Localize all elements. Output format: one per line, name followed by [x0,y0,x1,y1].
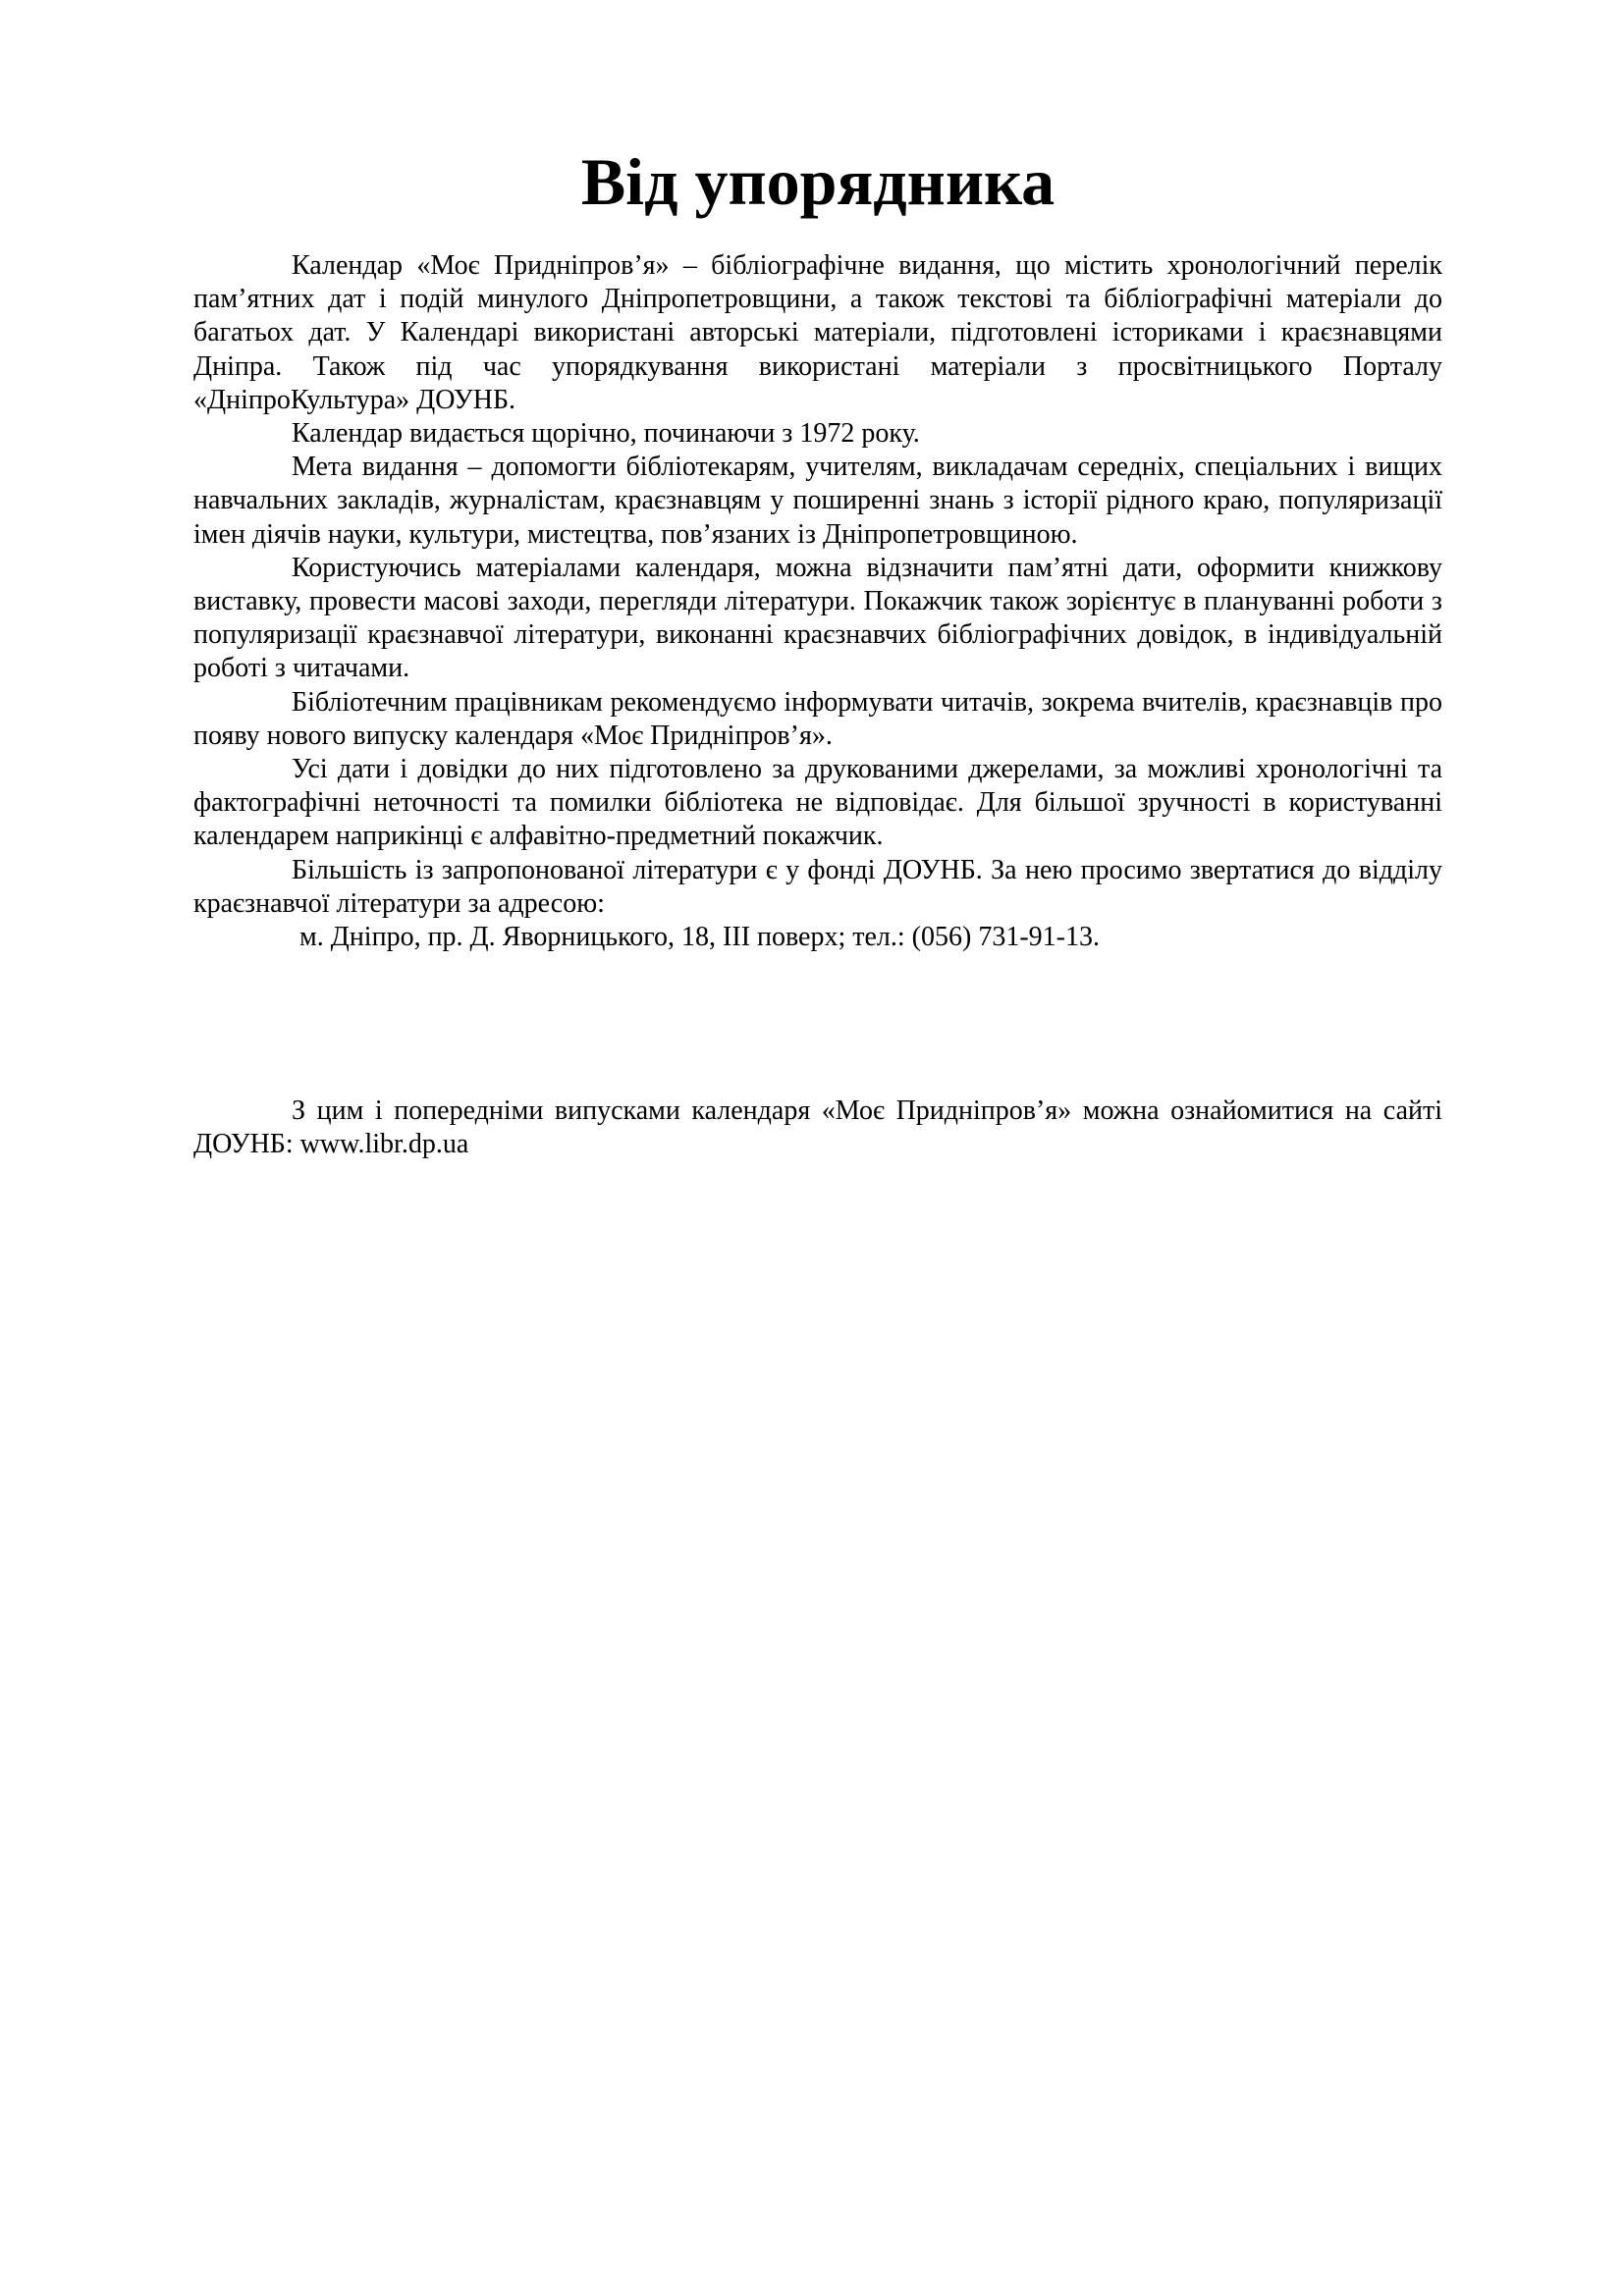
library-address: м. Дніпро, пр. Д. Яворницького, 18, ІІІ поверх; тел.: (056) 731-91-13. [299,922,1100,953]
page-title: Від упорядника [580,144,1056,219]
closing-text: З цим і попередніми випусками календаря «Моє Придніпров’я» можна ознайомитися на сайті ДОУНБ: [193,1095,1442,1160]
paragraph-purpose: Мета видання – допомогти бібліотекарям, учителям, викладачам середніх, спеціальних і вищих навчальних закладів, журналістам, краєзнавцям у поширенні знань з історії рідного краю, популяризації імен діячів науки, культури, мистецтва, пов’язаних із Дніпропетровщиною. [193,452,1442,550]
document-body [193,249,1442,954]
closing-paragraph [193,1095,1442,1161]
website-link[interactable]: www.libr.dp.ua [299,1129,469,1160]
paragraph-recommendation: Бібліотечним працівникам рекомендуємо інформувати читачів, зокрема вчителів, краєзнавців про появу нового випуску календаря «Моє Придніпров’я». [193,686,1442,751]
paragraph-intro: Календар «Моє Придніпров’я» – бібліографічне видання, що містить хронологічний перелік пам’ятних дат і подій минулого Дніпропетровщини, а також текстові та бібліографічні матеріали до багатьох дат. У Календарі використані авторські матеріали, підготовлені історикaми і краєзнавцями Дніпра. Також під час упорядкування використані матеріали з просвітницького Порталу «ДніпроКультура» ДОУНБ. [193,250,1442,415]
paragraph-usage: Користуючись матеріалами календаря, можна відзначити пам’ятні дати, оформити книжкову виставку, провести масові заходи, перегляди літератури. Покажчик також зорієнтує в плануванні роботи з популяризації краєзнавчої літератури, виконанні краєзнавчих бібліографічних довідок, в індивідуальній роботі з читачами. [193,552,1442,684]
paragraph-disclaimer: Усі дати і довідки до них підготовлено за друкованими джерелами, за можливі хронологічні та фактографічні неточності та помилки бібліотека не відповідає. Для більшої зручності в користуванні календарем наприкінці є алфавітно-предметний покажчик. [193,754,1442,852]
paragraph-publication-history: Календар видається щорічно, починаючи з 1972 року. [292,418,920,450]
paragraph-collection: Більшість із запропонованої літератури є у фонді ДОУНБ. За нею просимо звертатися до відділу краєзнавчої літератури за адресою: [193,854,1442,919]
closing-note [193,1095,1442,1161]
